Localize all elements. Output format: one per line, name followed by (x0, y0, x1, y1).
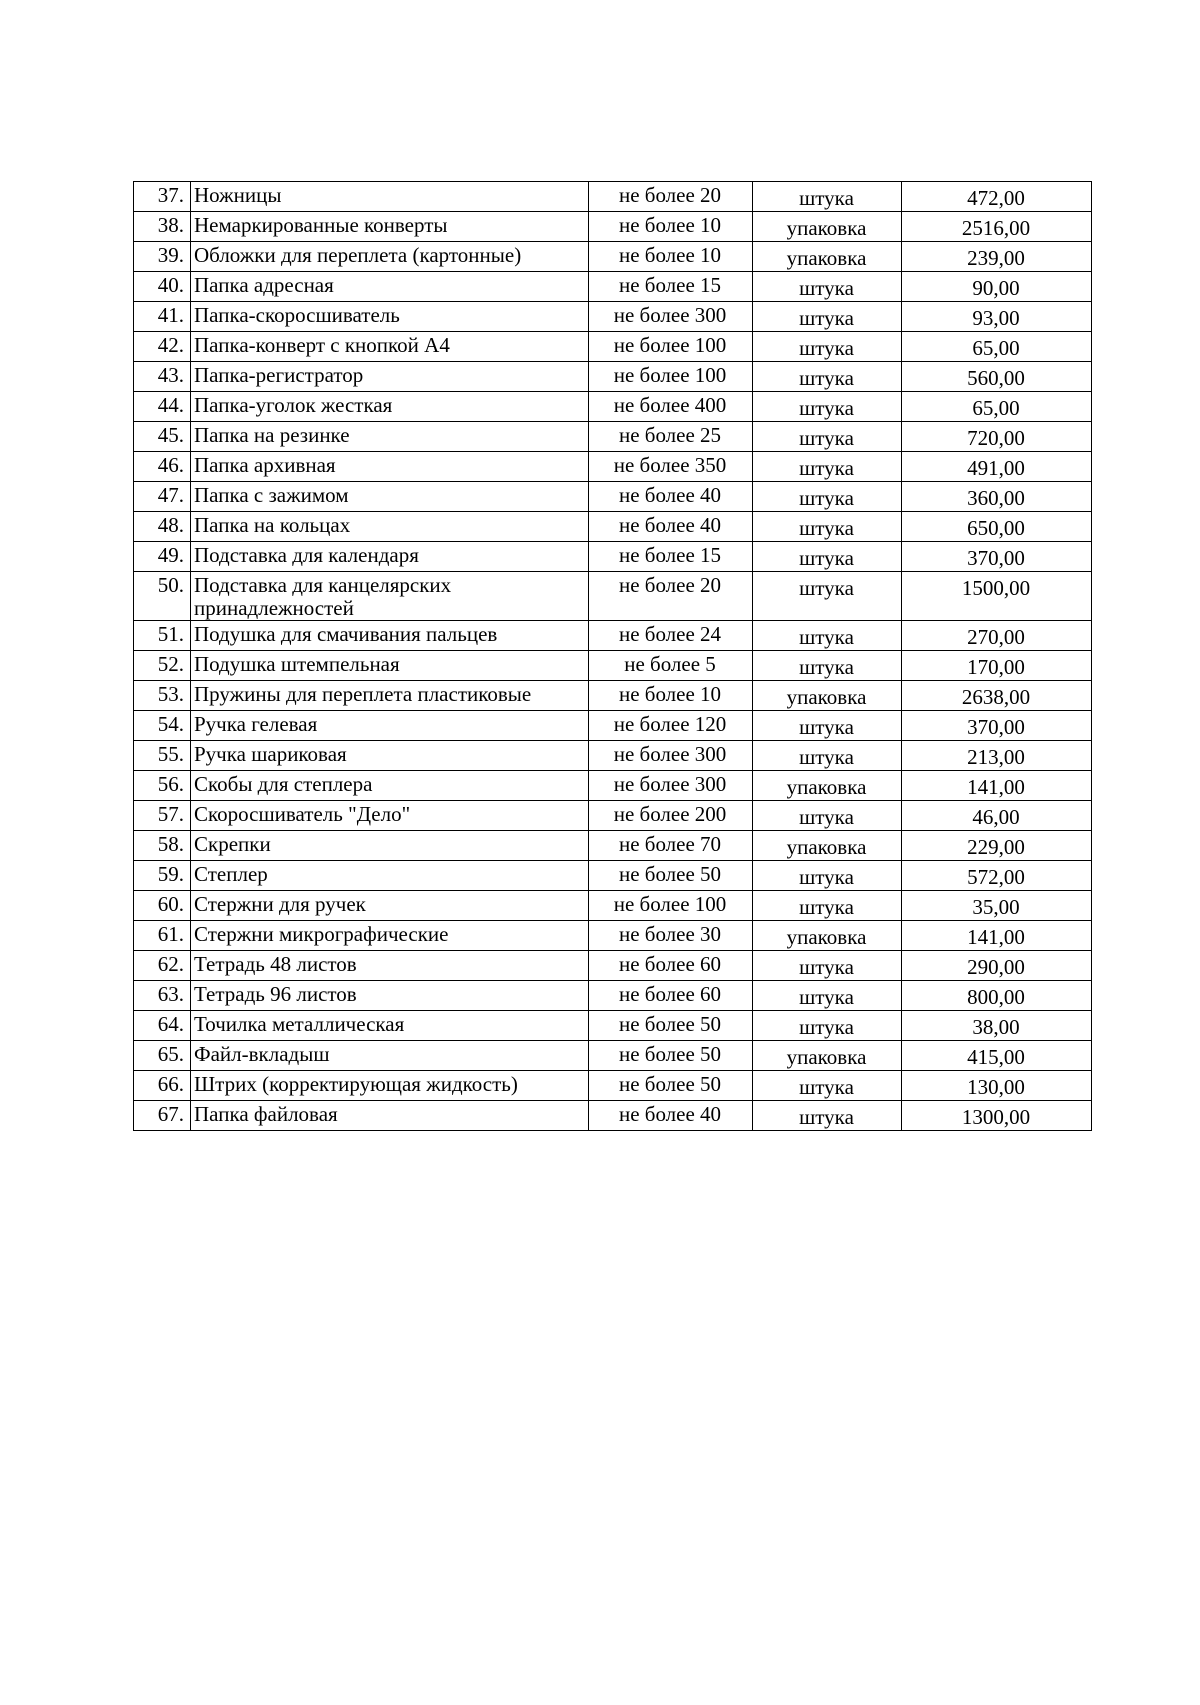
item-quantity: не более 15 (589, 542, 753, 572)
item-name: Папка адресная (191, 272, 589, 302)
item-name: Папка с зажимом (191, 482, 589, 512)
item-unit: штука (753, 332, 902, 362)
row-number: 47. (134, 482, 191, 512)
item-name: Папка на кольцах (191, 512, 589, 542)
row-number: 54. (134, 711, 191, 741)
supplies-table-container (133, 181, 1091, 1131)
item-name: Ножницы (191, 182, 589, 212)
row-number: 49. (134, 542, 191, 572)
item-unit: упаковка (753, 921, 902, 951)
item-unit: штука (753, 1011, 902, 1041)
item-unit: штука (753, 512, 902, 542)
table-row (134, 182, 1092, 212)
row-number: 57. (134, 801, 191, 831)
item-unit: штука (753, 542, 902, 572)
item-price: 1500,00 (902, 572, 1092, 621)
item-quantity: не более 40 (589, 512, 753, 542)
row-number: 52. (134, 651, 191, 681)
row-number: 46. (134, 452, 191, 482)
item-price: 2516,00 (902, 212, 1092, 242)
item-name: Стержни для ручек (191, 891, 589, 921)
item-name: Подушка штемпельная (191, 651, 589, 681)
item-name: Папка-скоросшиватель (191, 302, 589, 332)
item-unit: штука (753, 482, 902, 512)
item-unit: штука (753, 711, 902, 741)
item-price: 38,00 (902, 1011, 1092, 1041)
item-price: 270,00 (902, 621, 1092, 651)
item-name: Подставка для календаря (191, 542, 589, 572)
table-row (134, 302, 1092, 332)
item-quantity: не более 20 (589, 182, 753, 212)
table-row (134, 362, 1092, 392)
item-unit: упаковка (753, 831, 902, 861)
item-price: 1300,00 (902, 1101, 1092, 1131)
item-unit: штука (753, 1101, 902, 1131)
table-row (134, 771, 1092, 801)
item-name: Папка архивная (191, 452, 589, 482)
item-unit: штука (753, 572, 902, 621)
row-number: 67. (134, 1101, 191, 1131)
row-number: 53. (134, 681, 191, 711)
item-quantity: не более 100 (589, 332, 753, 362)
item-quantity: не более 200 (589, 801, 753, 831)
row-number: 44. (134, 392, 191, 422)
item-unit: упаковка (753, 212, 902, 242)
row-number: 66. (134, 1071, 191, 1101)
row-number: 38. (134, 212, 191, 242)
row-number: 51. (134, 621, 191, 651)
item-quantity: не более 20 (589, 572, 753, 621)
item-name: Скобы для степлера (191, 771, 589, 801)
item-name: Степлер (191, 861, 589, 891)
item-unit: упаковка (753, 1041, 902, 1071)
item-name: Папка-уголок жесткая (191, 392, 589, 422)
table-row (134, 512, 1092, 542)
item-unit: штука (753, 302, 902, 332)
item-price: 46,00 (902, 801, 1092, 831)
item-name: Тетрадь 48 листов (191, 951, 589, 981)
row-number: 61. (134, 921, 191, 951)
item-price: 650,00 (902, 512, 1092, 542)
item-name: Тетрадь 96 листов (191, 981, 589, 1011)
item-unit: упаковка (753, 681, 902, 711)
item-name: Подушка для смачивания пальцев (191, 621, 589, 651)
table-row (134, 242, 1092, 272)
item-unit: штука (753, 272, 902, 302)
item-quantity: не более 25 (589, 422, 753, 452)
item-price: 141,00 (902, 771, 1092, 801)
item-price: 239,00 (902, 242, 1092, 272)
row-number: 65. (134, 1041, 191, 1071)
item-unit: штука (753, 891, 902, 921)
table-row (134, 392, 1092, 422)
supplies-table-body (134, 182, 1092, 1131)
item-quantity: не более 100 (589, 891, 753, 921)
row-number: 41. (134, 302, 191, 332)
row-number: 43. (134, 362, 191, 392)
item-unit: упаковка (753, 242, 902, 272)
item-price: 572,00 (902, 861, 1092, 891)
item-price: 229,00 (902, 831, 1092, 861)
item-name: Ручка гелевая (191, 711, 589, 741)
table-row (134, 681, 1092, 711)
item-name: Штрих (корректирующая жидкость) (191, 1071, 589, 1101)
item-name: Обложки для переплета (картонные) (191, 242, 589, 272)
item-unit: штука (753, 362, 902, 392)
item-price: 141,00 (902, 921, 1092, 951)
item-unit: штука (753, 452, 902, 482)
item-name: Скрепки (191, 831, 589, 861)
item-price: 800,00 (902, 981, 1092, 1011)
row-number: 55. (134, 741, 191, 771)
item-quantity: не более 5 (589, 651, 753, 681)
table-row (134, 981, 1092, 1011)
row-number: 48. (134, 512, 191, 542)
table-row (134, 741, 1092, 771)
item-quantity: не более 300 (589, 302, 753, 332)
table-row (134, 651, 1092, 681)
item-unit: штука (753, 422, 902, 452)
item-quantity: не более 60 (589, 981, 753, 1011)
item-name: Пружины для переплета пластиковые (191, 681, 589, 711)
item-price: 560,00 (902, 362, 1092, 392)
supplies-table (133, 181, 1092, 1131)
item-price: 491,00 (902, 452, 1092, 482)
table-row (134, 861, 1092, 891)
table-row (134, 1071, 1092, 1101)
item-name: Файл-вкладыш (191, 1041, 589, 1071)
item-price: 472,00 (902, 182, 1092, 212)
table-row (134, 482, 1092, 512)
row-number: 56. (134, 771, 191, 801)
row-number: 62. (134, 951, 191, 981)
row-number: 63. (134, 981, 191, 1011)
table-row (134, 921, 1092, 951)
table-row (134, 801, 1092, 831)
table-row (134, 572, 1092, 621)
row-number: 42. (134, 332, 191, 362)
item-quantity: не более 300 (589, 741, 753, 771)
item-price: 2638,00 (902, 681, 1092, 711)
table-row (134, 1011, 1092, 1041)
item-name: Подставка для канцелярских принадлежностей (191, 572, 589, 621)
item-price: 65,00 (902, 332, 1092, 362)
item-quantity: не более 300 (589, 771, 753, 801)
item-name: Папка-регистратор (191, 362, 589, 392)
item-unit: штука (753, 392, 902, 422)
table-row (134, 711, 1092, 741)
row-number: 60. (134, 891, 191, 921)
item-price: 290,00 (902, 951, 1092, 981)
item-price: 35,00 (902, 891, 1092, 921)
item-unit: штука (753, 861, 902, 891)
item-price: 415,00 (902, 1041, 1092, 1071)
table-row (134, 332, 1092, 362)
item-name: Папка-конверт с кнопкой А4 (191, 332, 589, 362)
item-name: Стержни микрографические (191, 921, 589, 951)
table-row (134, 1041, 1092, 1071)
item-quantity: не более 50 (589, 1041, 753, 1071)
item-name: Скоросшиватель "Дело" (191, 801, 589, 831)
item-unit: штука (753, 801, 902, 831)
table-row (134, 272, 1092, 302)
item-quantity: не более 30 (589, 921, 753, 951)
item-quantity: не более 10 (589, 212, 753, 242)
item-price: 170,00 (902, 651, 1092, 681)
table-row (134, 422, 1092, 452)
item-price: 360,00 (902, 482, 1092, 512)
row-number: 50. (134, 572, 191, 621)
item-price: 65,00 (902, 392, 1092, 422)
item-name: Папка файловая (191, 1101, 589, 1131)
item-quantity: не более 24 (589, 621, 753, 651)
item-quantity: не более 350 (589, 452, 753, 482)
item-quantity: не более 400 (589, 392, 753, 422)
table-row (134, 891, 1092, 921)
table-row (134, 542, 1092, 572)
item-quantity: не более 60 (589, 951, 753, 981)
item-quantity: не более 10 (589, 242, 753, 272)
table-row (134, 831, 1092, 861)
table-row (134, 1101, 1092, 1131)
item-quantity: не более 15 (589, 272, 753, 302)
row-number: 58. (134, 831, 191, 861)
item-quantity: не более 50 (589, 861, 753, 891)
table-row (134, 212, 1092, 242)
item-price: 720,00 (902, 422, 1092, 452)
row-number: 64. (134, 1011, 191, 1041)
item-price: 130,00 (902, 1071, 1092, 1101)
item-name: Ручка шариковая (191, 741, 589, 771)
item-unit: штука (753, 651, 902, 681)
item-unit: штука (753, 981, 902, 1011)
item-price: 370,00 (902, 711, 1092, 741)
table-row (134, 951, 1092, 981)
row-number: 37. (134, 182, 191, 212)
row-number: 45. (134, 422, 191, 452)
row-number: 40. (134, 272, 191, 302)
table-row (134, 621, 1092, 651)
item-quantity: не более 70 (589, 831, 753, 861)
item-name: Точилка металлическая (191, 1011, 589, 1041)
row-number: 59. (134, 861, 191, 891)
item-price: 213,00 (902, 741, 1092, 771)
item-name: Немаркированные конверты (191, 212, 589, 242)
table-row (134, 452, 1092, 482)
item-quantity: не более 50 (589, 1011, 753, 1041)
item-unit: штука (753, 621, 902, 651)
item-unit: штука (753, 741, 902, 771)
item-unit: штука (753, 951, 902, 981)
item-quantity: не более 100 (589, 362, 753, 392)
item-quantity: не более 120 (589, 711, 753, 741)
item-unit: упаковка (753, 771, 902, 801)
item-quantity: не более 40 (589, 1101, 753, 1131)
item-name: Папка на резинке (191, 422, 589, 452)
item-quantity: не более 40 (589, 482, 753, 512)
item-price: 90,00 (902, 272, 1092, 302)
row-number: 39. (134, 242, 191, 272)
item-unit: штука (753, 1071, 902, 1101)
item-price: 370,00 (902, 542, 1092, 572)
item-quantity: не более 10 (589, 681, 753, 711)
item-quantity: не более 50 (589, 1071, 753, 1101)
item-unit: штука (753, 182, 902, 212)
item-price: 93,00 (902, 302, 1092, 332)
